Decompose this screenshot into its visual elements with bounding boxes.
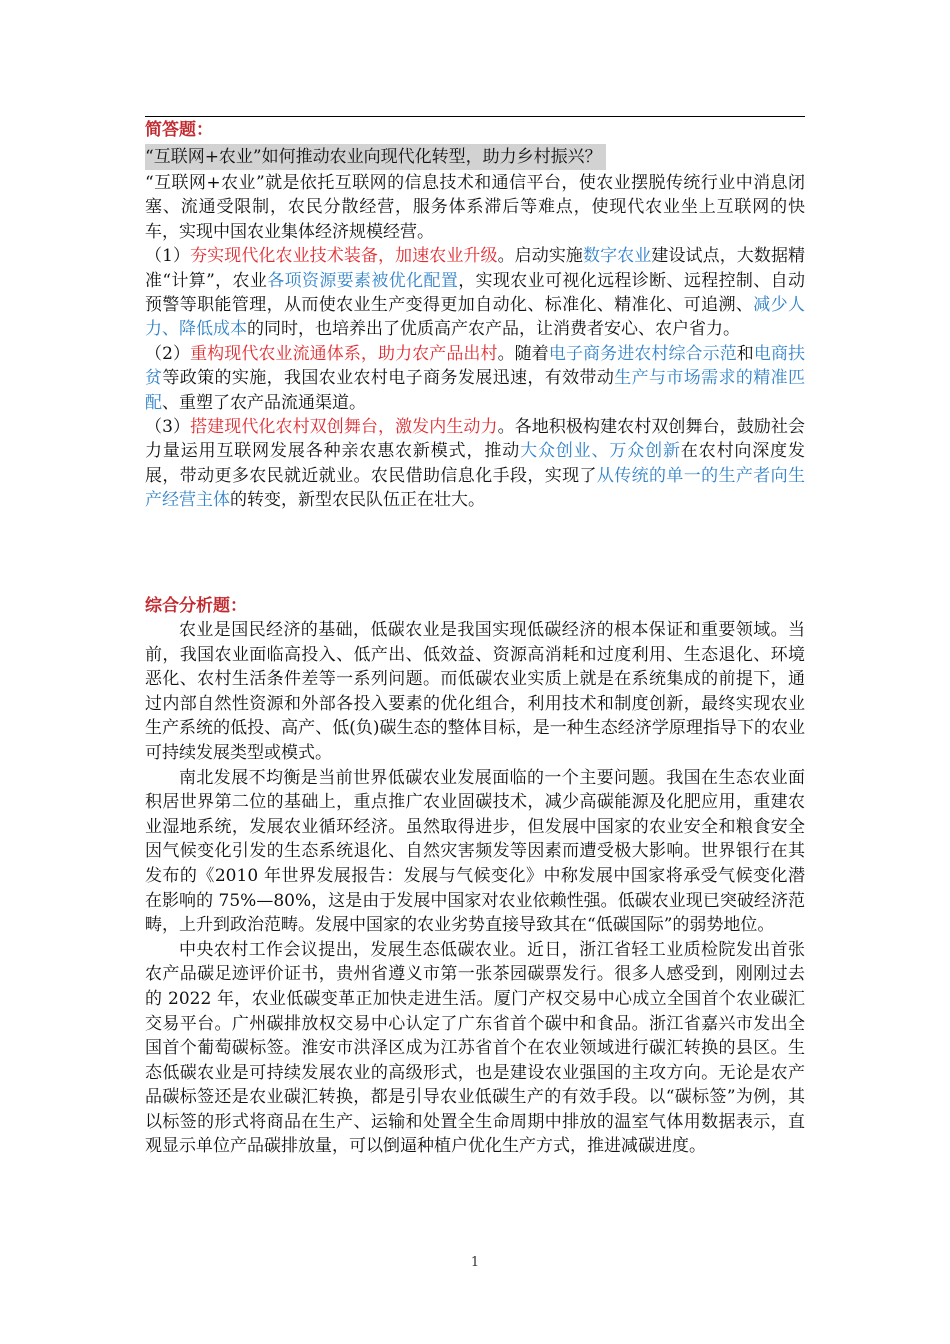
point-keyword: 生产与市场需求的精准匹配 <box>145 368 806 413</box>
point-text: 。随着 <box>497 343 549 364</box>
answer-point-2 <box>145 342 805 415</box>
point-number: （2） <box>145 343 191 364</box>
page-number: 1 <box>470 1255 480 1270</box>
point-text: 和 <box>736 343 754 364</box>
point-text: 。启动实施 <box>497 246 584 267</box>
point-keyword: 减少人力、降低成本 <box>145 295 806 340</box>
point-text: 。各地积极构建农村双创舞台，鼓励社会力量运用互联网发展各种亲农惠农新模式，推动 <box>145 417 806 462</box>
point-text: 的同时，也培养出了优质高产农产品，让消费者安心、农户省力。 <box>247 319 740 340</box>
analysis-paragraph: 中央农村工作会议提出，发展生态低碳农业。近日，浙江省轻工业质检院发出首张农产品碳足迹评价证书，贵州省遵义市第一张茶园碳票发行。很多人感受到，刚刚过去的 2022 年，农业低碳变革正加快走进生活。厦门产权交易中心成立全国首个农业碳汇交易平台。广州碳排放权交易中心认定了广东省首个碳中和食品。浙江省嘉兴市发出全国首个葡萄碳标签。淮安市洪泽区成为江苏省首个在农业领域进行碳汇转换的县区。生态低碳农业是可持续发展农业的高级形式，也是建设农业强国的主攻方向。无论是农产品碳标签还是农业碳汇转换，都是引导农业低碳生产的有效手段。以“碳标签”为例，其以标签的形式将商品在生产、运输和处置全生命周期中排放的温室气体用数据表示，直观显示单位产品碳排放量，可以倒逼种植户优化生产方式，推进减碳进度。 <box>145 939 805 1157</box>
point-title: 夯实现代化农业技术装备，加速农业升级 <box>190 246 498 267</box>
point-title: 重构现代农业流通体系，助力农产品出村 <box>190 343 498 364</box>
header-rule <box>145 116 805 117</box>
answer-body <box>145 171 805 513</box>
point-text: 的转变，新型农民队伍正在壮大。 <box>230 490 485 511</box>
point-keyword: 数字农业 <box>583 246 652 267</box>
answer-point-3 <box>145 415 805 513</box>
point-keyword: 大众创业、万众创新 <box>520 441 681 462</box>
answer-point-1 <box>145 244 805 342</box>
point-text: ，实现农业可视化远程诊断、远程控制、自动预警等职能管理，从而使农业生产变得更加自动化、标准化、精准化、可追溯、 <box>145 270 806 316</box>
point-keyword: 从传统的单一的生产者向生产经营主体 <box>145 465 806 511</box>
section-heading-short-answer: 简答题： <box>145 120 213 140</box>
point-text: 等政策的实施，我国农业农村电子商务发展迅速，有效带动 <box>162 368 615 389</box>
answer-intro: “互联网+农业”就是依托互联网的信息技术和通信平台，使农业摆脱传统行业中消息闭塞、流通受限制，农民分散经营，服务体系滞后等难点，使现代农业坐上互联网的快车，实现中国农业集体经济规模经营。 <box>145 173 805 242</box>
point-title: 搭建现代化农村双创舞台，激发内生动力 <box>190 417 498 438</box>
point-keyword: 电子商务进农村综合示范 <box>548 343 737 364</box>
question-text: “互联网+农业”如何推动农业向现代化转型，助力乡村振兴？ <box>145 144 606 170</box>
point-number: （1） <box>145 246 191 267</box>
point-text: 在农村向深度发展，带动更多农民就近就业。农民借助信息化手段，实现了 <box>145 441 806 486</box>
point-text: 、重塑了农产品流通渠道。 <box>162 392 366 413</box>
analysis-paragraph: 农业是国民经济的基础，低碳农业是我国实现低碳经济的根本保证和重要领域。当前，我国农业面临高投入、低产出、低效益、资源高消耗和过度利用、生态退化、环境恶化、农村生活条件差等一系列问题。而低碳农业实质上就是在系统集成的前提下，通过内部自然性资源和外部各投入要素的优化组合，利用技术和制度创新，最终实现农业生产系统的低投、高产、低(负)碳生态的整体目标，是一种生态经济学原理指导下的农业可持续发展类型或模式。 <box>145 620 805 763</box>
analysis-paragraph: 南北发展不均衡是当前世界低碳农业发展面临的一个主要问题。我国在生态农业面积居世界第二位的基础上，重点推广农业固碳技术，减少高碳能源及化肥应用，重建农业湿地系统，发展农业循环经济。虽然取得进步，但发展中国家的农业安全和粮食安全因气候变化引发的生态系统退化、自然灾害频发等因素而遭受极大影响。世界银行在其发布的《2010 年世界发展报告：发展与气候变化》中称发展中国家将承受气候变化潜在影响的 75%—80%，这是由于发展中国家对农业依赖性强。低碳农业现已突破经济范畴，上升到政治范畴。发展中国家的农业劣势直接导致其在“低碳国际”的弱势地位。 <box>145 767 805 936</box>
analysis-body <box>145 618 805 1159</box>
point-text: 建设试点，大数据精准“计算”，农业 <box>145 246 806 291</box>
point-keyword: 电商扶贫 <box>145 343 806 389</box>
section-heading-analysis: 综合分析题： <box>145 596 247 616</box>
point-keyword: 各项资源要素被优化配置 <box>267 270 459 291</box>
point-number: （3） <box>145 417 191 438</box>
